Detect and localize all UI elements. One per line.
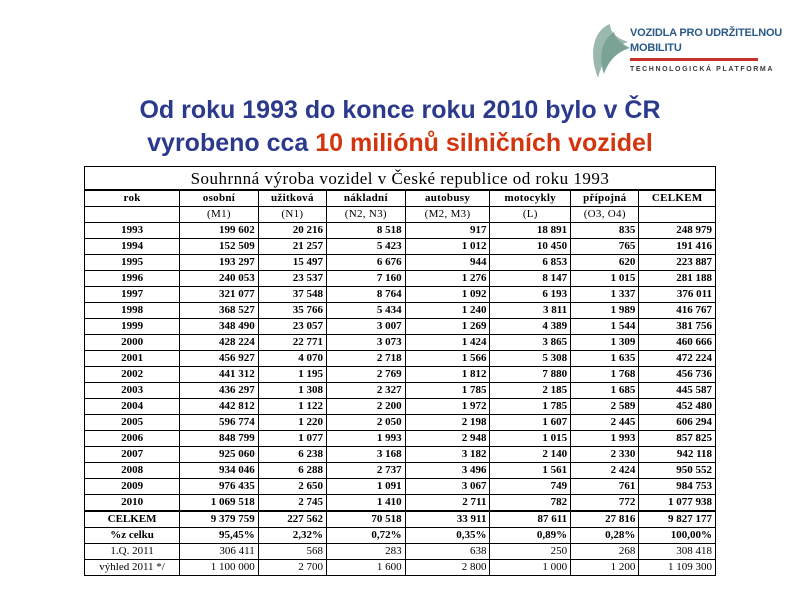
table-cell: 2 769 [327,367,406,383]
table-cell: 1 077 [258,431,326,447]
table-row [85,447,716,463]
table-cell: 1996 [85,271,180,287]
table-cell: 23 057 [258,319,326,335]
table-cell: (N2, N3) [327,207,406,223]
table-row [85,335,716,351]
table-cell: 2 445 [571,415,639,431]
table-row [85,239,716,255]
table-cell: 7 880 [490,367,571,383]
table-cell: 3 067 [405,479,490,495]
table-cell: 4 070 [258,351,326,367]
table-row [85,223,716,239]
table-row [85,479,716,495]
table-cell: 2 140 [490,447,571,463]
table-cell: 8 518 [327,223,406,239]
table-cell: 1 993 [571,431,639,447]
table-cell: 1 337 [571,287,639,303]
title-line2-prefix: vyrobeno cca [147,129,316,157]
table-percent-row [85,528,716,544]
table-row [85,431,716,447]
table-cell: 5 423 [327,239,406,255]
table-cell: 2 948 [405,431,490,447]
table-row [85,463,716,479]
table-cell: 281 188 [639,271,716,287]
table-cell: 460 666 [639,335,716,351]
table-cell: 472 224 [639,351,716,367]
page-title [0,94,800,160]
table-cell: 70 518 [327,511,406,528]
table-cell: 1 607 [490,415,571,431]
table-cell: 1 768 [571,367,639,383]
table-cell: 9 379 759 [180,511,259,528]
logo [588,22,783,84]
table-cell: (O3, O4) [571,207,639,223]
table-cell: 1 785 [490,399,571,415]
table-cell: 1 200 [571,560,639,576]
table-cell: 2002 [85,367,180,383]
table-cell: 1998 [85,303,180,319]
table-cell: 445 587 [639,383,716,399]
logo-divider [630,58,758,61]
table-cell: 1999 [85,319,180,335]
table-cell: 95,45% [180,528,259,544]
table-cell: (M1) [180,207,259,223]
table-cell: 2 330 [571,447,639,463]
table-cell: 5 308 [490,351,571,367]
table-cell: 2,32% [258,528,326,544]
table-cell: 1 972 [405,399,490,415]
table-cell: 568 [258,544,326,560]
table-cell: 606 294 [639,415,716,431]
table-cell: autobusy [405,190,490,207]
table-cell: osobní [180,190,259,207]
table-cell: 2001 [85,351,180,367]
table-cell: 1 685 [571,383,639,399]
table-cell: 35 766 [258,303,326,319]
table-cell: 2 737 [327,463,406,479]
table-cell: 1.Q. 2011 [85,544,180,560]
table-cell: 3 073 [327,335,406,351]
table-cell: 8 764 [327,287,406,303]
table-cell: 456 927 [180,351,259,367]
table-cell: 0,72% [327,528,406,544]
production-table-wrapper [84,166,716,576]
table-cell: %z celku [85,528,180,544]
logo-text-line1: VOZIDLA PRO UDRŽITELNOU [630,27,783,39]
table-cell: 1995 [85,255,180,271]
table-cell: 1 015 [490,431,571,447]
table-cell: 33 911 [405,511,490,528]
table-row [85,399,716,415]
table-cell: 416 767 [639,303,716,319]
table-cell: 1 220 [258,415,326,431]
table-caption-row [85,167,716,191]
table-cell: 1 091 [327,479,406,495]
table-cell: 2 327 [327,383,406,399]
table-row [85,367,716,383]
table-cell: 1 122 [258,399,326,415]
table-cell: 6 238 [258,447,326,463]
table-cell: 240 053 [180,271,259,287]
table-row [85,351,716,367]
table-cell: 1 308 [258,383,326,399]
table-row [85,255,716,271]
table-cell: CELKEM [85,511,180,528]
table-cell: 306 411 [180,544,259,560]
table-cell: 2008 [85,463,180,479]
table-cell: 2 711 [405,495,490,512]
table-cell: 2 050 [327,415,406,431]
table-cell: 7 160 [327,271,406,287]
table-cell: 2 424 [571,463,639,479]
table-cell: 2007 [85,447,180,463]
table-cell: 9 827 177 [639,511,716,528]
table-cell: 2003 [85,383,180,399]
table-cell: 1 269 [405,319,490,335]
table-cell: 782 [490,495,571,512]
table-cell: 428 224 [180,335,259,351]
table-cell: 1994 [85,239,180,255]
table-row [85,287,716,303]
table-cell: 3 865 [490,335,571,351]
table-cell: 2 198 [405,415,490,431]
table-cell: 456 736 [639,367,716,383]
table-cell: 3 007 [327,319,406,335]
table-row [85,383,716,399]
table-cell: 227 562 [258,511,326,528]
table-cell: 436 297 [180,383,259,399]
table-cell: 1 092 [405,287,490,303]
table-cell: 1 015 [571,271,639,287]
table-cell: 749 [490,479,571,495]
table-cell: 1997 [85,287,180,303]
table-cell: 2 800 [405,560,490,576]
table-cell: 21 257 [258,239,326,255]
table-cell: 452 480 [639,399,716,415]
table-cell: 917 [405,223,490,239]
table-cell: 1 812 [405,367,490,383]
table-cell: 268 [571,544,639,560]
table-cell: 638 [405,544,490,560]
table-cell: 223 887 [639,255,716,271]
table-cell: 6 853 [490,255,571,271]
table-cell: 976 435 [180,479,259,495]
table-cell: 3 811 [490,303,571,319]
table-cell: 3 182 [405,447,490,463]
table-cell: 348 490 [180,319,259,335]
table-cell: 765 [571,239,639,255]
table-cell: 1 109 300 [639,560,716,576]
table-cell: 2009 [85,479,180,495]
table-cell: 381 756 [639,319,716,335]
table-cell: 5 434 [327,303,406,319]
table-cell: 596 774 [180,415,259,431]
table-cell: 20 216 [258,223,326,239]
table-cell: 944 [405,255,490,271]
table-cell: 2010 [85,495,180,512]
table-cell: 4 389 [490,319,571,335]
table-cell: 6 288 [258,463,326,479]
table-cell: 308 418 [639,544,716,560]
table-cell: 248 979 [639,223,716,239]
table-cell: 0,28% [571,528,639,544]
table-cell: 191 416 [639,239,716,255]
table-cell: 1 100 000 [180,560,259,576]
table-cell: 1 000 [490,560,571,576]
table-cell: 1 989 [571,303,639,319]
logo-text-line2: MOBILITU [630,42,682,54]
table-cell: 37 548 [258,287,326,303]
table-units-row [85,207,716,223]
table-row [85,495,716,512]
table-cell: 2006 [85,431,180,447]
table-q1-row [85,544,716,560]
table-cell: motocykly [490,190,571,207]
table-cell: 1 410 [327,495,406,512]
table-cell: 772 [571,495,639,512]
table-cell: 250 [490,544,571,560]
table-cell: 1 309 [571,335,639,351]
table-cell: 441 312 [180,367,259,383]
table-cell: 2004 [85,399,180,415]
production-table [84,166,716,576]
table-cell: 3 496 [405,463,490,479]
table-cell: 2 185 [490,383,571,399]
table-cell: 848 799 [180,431,259,447]
table-cell: 1 240 [405,303,490,319]
table-cell: 950 552 [639,463,716,479]
table-cell: (N1) [258,207,326,223]
logo-subtitle: TECHNOLOGICKÁ PLATFORMA [630,66,774,73]
table-cell: 1 561 [490,463,571,479]
table-cell: 27 816 [571,511,639,528]
table-cell: 376 011 [639,287,716,303]
table-cell: 152 509 [180,239,259,255]
table-cell: 2 700 [258,560,326,576]
table-cell: 15 497 [258,255,326,271]
table-cell: 620 [571,255,639,271]
table-cell: 199 602 [180,223,259,239]
table-cell: 934 046 [180,463,259,479]
table-cell: 942 118 [639,447,716,463]
table-cell: 6 193 [490,287,571,303]
table-cell: 1 544 [571,319,639,335]
title-line2 [0,127,800,160]
table-cell: 761 [571,479,639,495]
table-cell: 100,00% [639,528,716,544]
table-caption: Souhrnná výroba vozidel v České republice od roku 1993 [85,167,716,191]
table-row [85,271,716,287]
table-cell: přípojná [571,190,639,207]
table-cell: rok [85,190,180,207]
table-cell: 1 069 518 [180,495,259,512]
table-cell: 1 993 [327,431,406,447]
table-cell: 368 527 [180,303,259,319]
table-cell: 193 297 [180,255,259,271]
table-cell: 2 650 [258,479,326,495]
table-cell: 1 635 [571,351,639,367]
table-cell: 23 537 [258,271,326,287]
table-total-row [85,511,716,528]
title-line1: Od roku 1993 do konce roku 2010 bylo v ČR [139,96,661,124]
table-cell: 2 718 [327,351,406,367]
table-cell: 1 785 [405,383,490,399]
table-cell: výhled 2011 */ [85,560,180,576]
table-cell: 1993 [85,223,180,239]
table-cell: 0,89% [490,528,571,544]
table-cell [639,207,716,223]
table-cell: 857 825 [639,431,716,447]
table-cell: 3 168 [327,447,406,463]
table-cell: 1 276 [405,271,490,287]
table-cell: 835 [571,223,639,239]
table-cell: 321 077 [180,287,259,303]
table-cell: 984 753 [639,479,716,495]
table-cell: 22 771 [258,335,326,351]
table-cell: 925 060 [180,447,259,463]
title-highlight: 10 miliónů silničních vozidel [315,129,653,157]
table-cell: (M2, M3) [405,207,490,223]
table-cell: 2005 [85,415,180,431]
table-cell: 2000 [85,335,180,351]
table-cell: 2 745 [258,495,326,512]
table-row [85,415,716,431]
table-cell: 0,35% [405,528,490,544]
table-cell: 1 077 938 [639,495,716,512]
table-cell: CELKEM [639,190,716,207]
table-cell: (L) [490,207,571,223]
table-cell: 1 600 [327,560,406,576]
table-row [85,319,716,335]
table-cell: 1 195 [258,367,326,383]
logo-swoosh-icon [588,22,632,84]
table-cell [85,207,180,223]
table-row [85,303,716,319]
table-cell: 283 [327,544,406,560]
table-header-row [85,190,716,207]
table-cell: 8 147 [490,271,571,287]
table-cell: 1 424 [405,335,490,351]
table-cell: 87 611 [490,511,571,528]
table-cell: 2 200 [327,399,406,415]
table-outlook-row [85,560,716,576]
table-cell: užitková [258,190,326,207]
table-cell: 18 891 [490,223,571,239]
table-cell: 1 566 [405,351,490,367]
table-cell: 442 812 [180,399,259,415]
table-cell: 6 676 [327,255,406,271]
table-cell: 10 450 [490,239,571,255]
table-cell: 1 012 [405,239,490,255]
table-cell: nákladní [327,190,406,207]
table-cell: 2 589 [571,399,639,415]
